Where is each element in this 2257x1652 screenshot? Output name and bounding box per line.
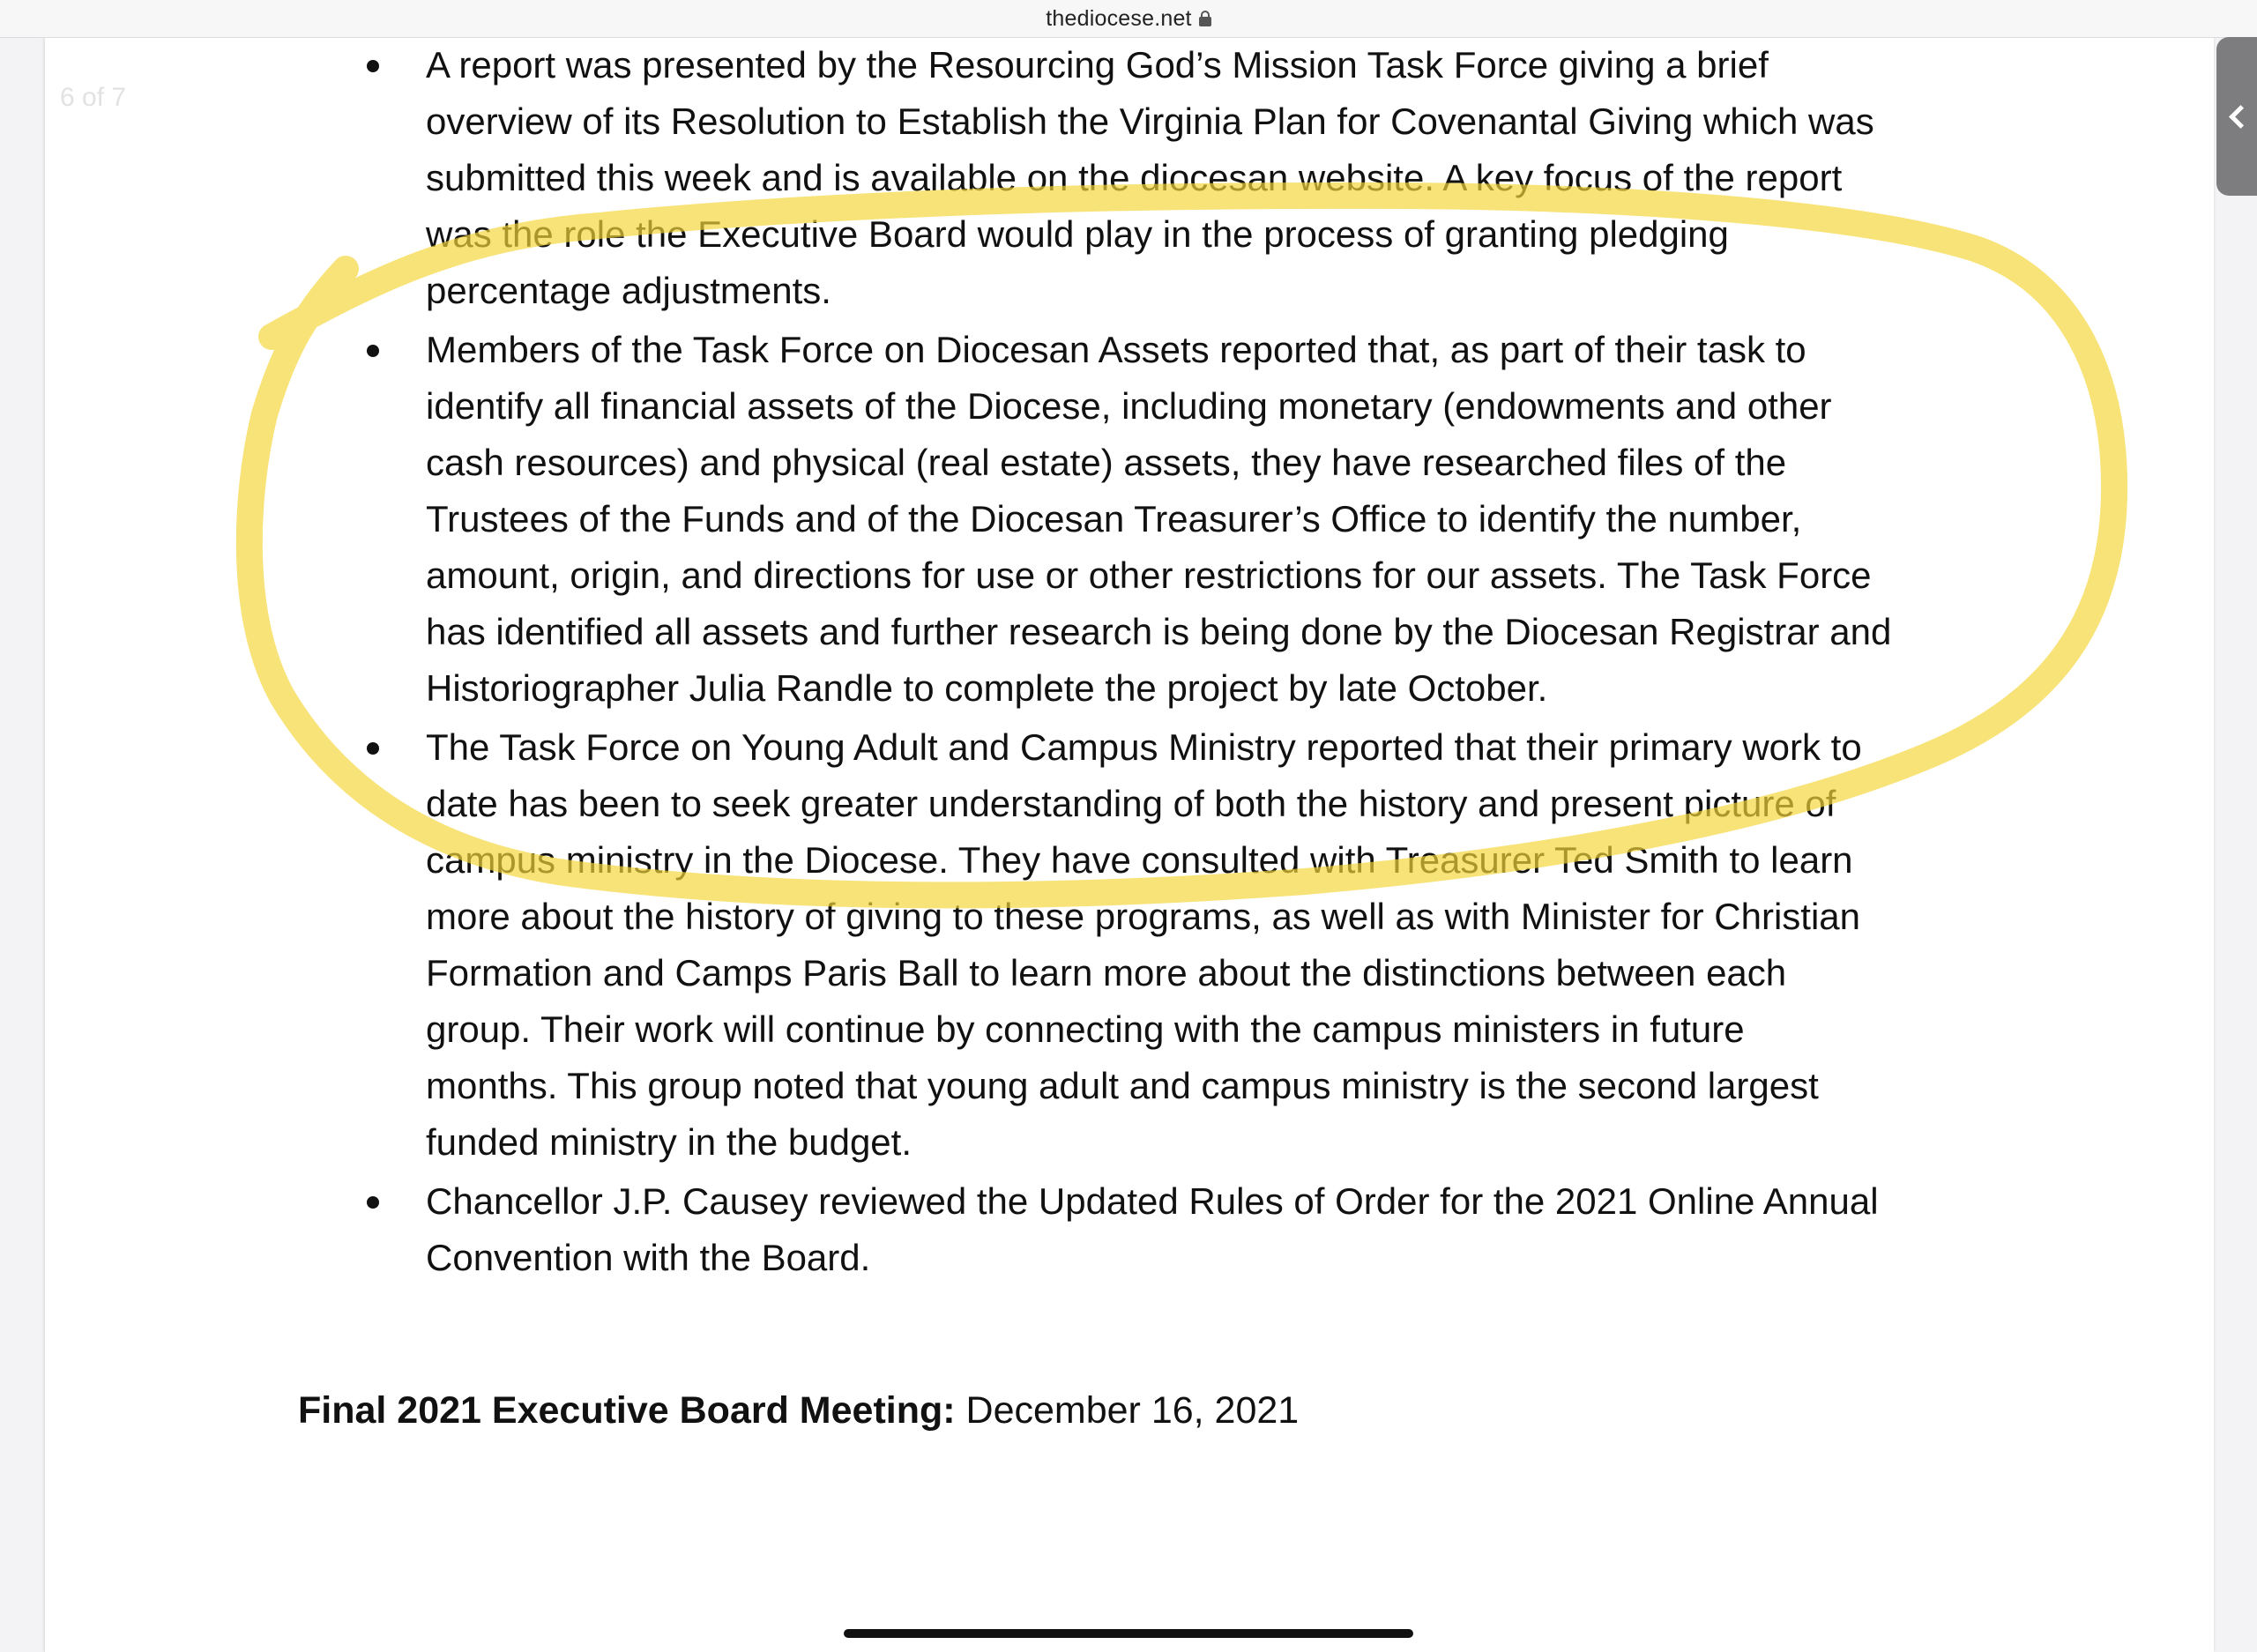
text-line: submitted this week and is available on the diocesan website. A key focus of the report — [426, 157, 1843, 198]
text-line: Trustees of the Funds and of the Diocesan Treasurer’s Office to identify the number, — [426, 498, 1802, 540]
text-line: identify all financial assets of the Diocese, including monetary (endowments and other — [426, 385, 1832, 427]
minutes-list — [370, 37, 1975, 1289]
final-meeting-date: December 16, 2021 — [955, 1389, 1300, 1432]
text-line: Formation and Camps Paris Ball to learn more about the distinctions between each — [426, 952, 1787, 993]
text-line: Convention with the Board. — [426, 1237, 871, 1278]
address-bar[interactable] — [0, 0, 2257, 38]
text-line: cash resources) and physical (real estate) assets, they have researched files of the — [426, 442, 1787, 483]
text-line: Chancellor J.P. Causey reviewed the Updated Rules of Order for the 2021 Online Annual — [426, 1180, 1879, 1222]
text-line: The Task Force on Young Adult and Campus Ministry reported that their primary work to — [426, 726, 1862, 768]
text-line: months. This group noted that young adult and campus ministry is the second largest — [426, 1065, 1819, 1106]
chevron-left-icon — [2229, 105, 2253, 129]
text-line: more about the history of giving to these programs, as well as with Minister for Christian — [426, 896, 1861, 937]
text-line: overview of its Resolution to Establish the Virginia Plan for Covenantal Giving which was — [426, 100, 1874, 142]
text-line: group. Their work will continue by connecting with the campus ministers in future — [426, 1008, 1745, 1050]
text-line: percentage adjustments. — [426, 270, 831, 311]
list-item — [426, 322, 1975, 717]
text-line: funded ministry in the budget. — [426, 1121, 912, 1163]
list-item — [426, 1173, 1975, 1286]
text-line: date has been to seek greater understanding of both the history and present picture of — [426, 783, 1836, 824]
text-line: was the role the Executive Board would play in the process of granting pledging — [426, 213, 1729, 255]
text-line: Members of the Task Force on Diocesan Assets reported that, as part of their task to — [426, 329, 1806, 370]
sidebar-toggle-button[interactable] — [2216, 37, 2257, 196]
lock-icon — [1199, 11, 1211, 26]
page-counter: 6 of 7 — [60, 83, 127, 112]
text-line: has identified all assets and further research is being done by the Diocesan Registrar and — [426, 611, 1892, 652]
text-line: campus ministry in the Diocese. They have consulted with Treasurer Ted Smith to learn — [426, 839, 1853, 881]
home-indicator[interactable] — [844, 1629, 1413, 1638]
text-line: amount, origin, and directions for use or other restrictions for our assets. The Task Force — [426, 554, 1872, 596]
final-meeting-label: Final 2021 Executive Board Meeting: — [298, 1389, 956, 1432]
text-line: Historiographer Julia Randle to complete the project by late October. — [426, 667, 1548, 709]
list-item — [426, 37, 1975, 319]
url-text: thediocese.net — [1046, 5, 1192, 31]
final-meeting-note — [298, 1389, 1299, 1432]
list-item — [426, 719, 1975, 1171]
text-line: A report was presented by the Resourcing God’s Mission Task Force giving a brief — [426, 44, 1769, 86]
